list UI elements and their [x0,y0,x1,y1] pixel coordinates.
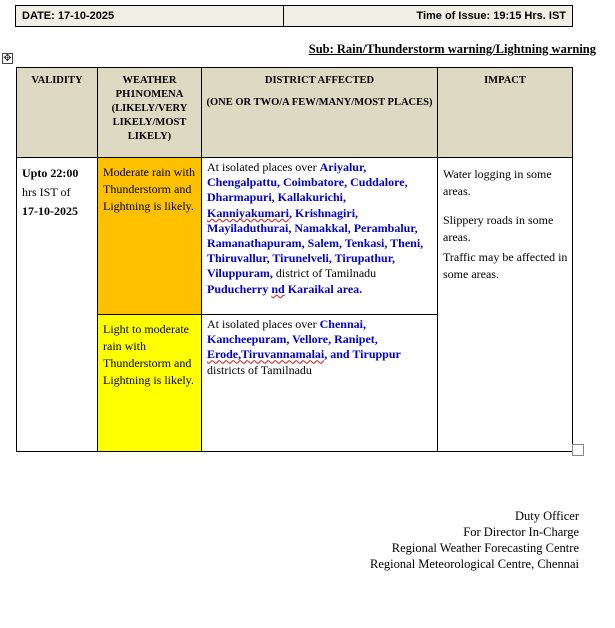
phenomena-light-moderate: Light to moderate rain with Thunderstorm and Lightning is likely. [98,315,202,452]
validity-time: Upto 22:00 [22,166,79,180]
issue-date: DATE: 17-10-2025 [16,6,284,26]
impact-slippery-roads: Slippery roads in some areas. [443,213,554,244]
warning-table [16,67,573,452]
table-resize-handle[interactable] [572,444,584,456]
signature-block [370,508,579,572]
table-row [17,158,573,315]
validity-date: 17-10-2025 [22,204,78,218]
subject-line [0,42,596,57]
header-impact: IMPACT [438,68,573,158]
header-weather-phenomena: WEATHER PH1NOMENA (LIKELY/VERY LIKELY/MOST LIKELY) [98,68,202,158]
table-move-handle-icon[interactable]: ✥ [3,53,12,64]
header-district-affected: DISTRICT AFFECTED (ONE OR TWO/A FEW/MANY/MOST PLACES) [202,68,438,158]
validity-cell [17,158,98,452]
signature-director: For Director In-Charge [463,525,579,539]
signature-rwfc: Regional Weather Forecasting Centre [391,541,579,555]
impact-traffic: Traffic may be affected in some areas. [443,250,568,281]
validity-label: hrs IST of [22,185,71,199]
header-district-sub: (ONE OR TWO/A FEW/MANY/MOST PLACES) [206,97,433,108]
signature-duty-officer: Duty Officer [515,509,579,523]
signature-rmc: Regional Meteorological Centre, Chennai [370,557,579,571]
district-cell-2: At isolated places over Chennai, Kancheepuram, Vellore, Ranipet, Erode,Tiruvannamalai, and Tiruppur districts of Tamilnadu [202,315,438,452]
phenomena-moderate: Moderate rain with Thunderstorm and Lightning is likely. [98,158,202,315]
district-cell-1: At isolated places over Ariyalur, Chengalpattu, Coimbatore, Cuddalore, Dharmapuri, Kallakurichi, Kanniyakumari, Krishnagiri, Mayiladuthurai, Namakkal, Perambalur, Ramanathapuram, Salem, Tenkasi, Theni, Thiruvallur, Tirunelveli, Tirupathur, Viluppuram, district of Tamilnadu Puducherry nd Karaikal area. [202,158,438,315]
table-header-row [17,68,573,158]
impact-water-logging: Water logging in some areas. [443,167,552,198]
subject-text: Sub: Rain/Thunderstorm warning/Lightning warning [308,42,596,56]
header-bar [15,5,573,27]
header-validity: VALIDITY [17,68,98,158]
impact-cell [438,158,573,452]
time-of-issue: Time of Issue: 19:15 Hrs. IST [416,10,566,22]
